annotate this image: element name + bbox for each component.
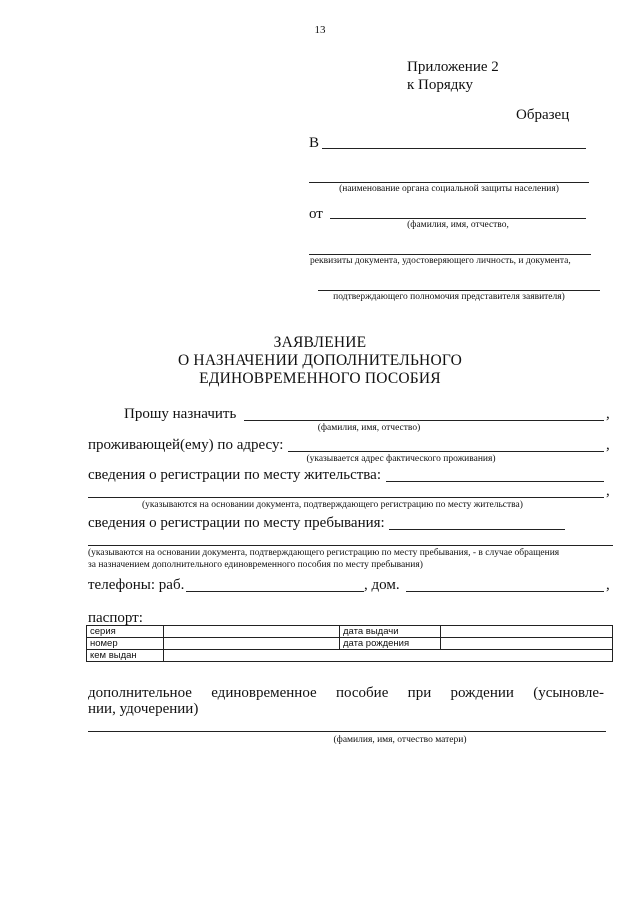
- registration-stay-field[interactable]: [389, 529, 565, 530]
- registration-stay-field-2[interactable]: [88, 545, 613, 546]
- phones-comma: ,: [606, 577, 610, 593]
- passport-label: паспорт:: [88, 610, 143, 626]
- passport-number-label: номер: [87, 638, 164, 650]
- from-prefix: от: [309, 206, 323, 222]
- passport-number-value[interactable]: [164, 638, 340, 650]
- request-comma: ,: [606, 406, 610, 422]
- mother-hint: (фамилия, имя, отчество матери): [333, 735, 467, 745]
- authority-hint: подтверждающего полномочия представителя заявителя): [333, 292, 565, 302]
- registration-residence-comma: ,: [606, 483, 610, 499]
- page-number: 13: [314, 24, 326, 36]
- passport-row-number: [87, 638, 613, 650]
- docs-hint: реквизиты документа, удостоверяющего личность, и документа,: [310, 256, 571, 266]
- to-line-2[interactable]: [309, 182, 589, 183]
- phones-label: телефоны: раб.: [88, 577, 185, 593]
- registration-residence-field[interactable]: [386, 481, 604, 482]
- docs-line[interactable]: [309, 254, 591, 255]
- passport-series-label: серия: [87, 626, 164, 638]
- phone-work-field[interactable]: [186, 591, 364, 592]
- registration-residence-hint: (указываются на основании документа, подтверждающего регистрацию по месту жительства): [142, 500, 523, 510]
- address-prefix: проживающей(ему) по адресу:: [88, 437, 284, 453]
- address-comma: ,: [606, 437, 610, 453]
- passport-row-issued-by: [87, 650, 613, 662]
- request-hint: (фамилия, имя, отчество): [317, 423, 421, 433]
- to-prefix: В: [309, 135, 320, 151]
- title-line3: ЕДИНОВРЕМЕННОГО ПОСОБИЯ: [199, 370, 441, 387]
- title-line1: ЗАЯВЛЕНИЕ: [273, 334, 367, 351]
- to-hint: (наименование органа социальной защиты населения): [339, 184, 559, 194]
- registration-residence-field-2[interactable]: [88, 497, 604, 498]
- passport-birth-date-label: дата рождения: [340, 638, 441, 650]
- passport-birth-date-value[interactable]: [441, 638, 613, 650]
- phones-home-label: , дом.: [364, 577, 400, 593]
- request-name-field[interactable]: [244, 420, 604, 421]
- from-line[interactable]: [330, 218, 586, 219]
- appendix-line1: Приложение 2: [407, 59, 499, 75]
- mother-name-field[interactable]: [88, 731, 606, 732]
- benefit-line1: дополнительное единовременное пособие при рождении (усыновле-: [88, 685, 604, 701]
- passport-issue-date-value[interactable]: [441, 626, 613, 638]
- appendix-line2: к Порядку: [407, 77, 473, 93]
- passport-table: [86, 625, 613, 662]
- from-hint: (фамилия, имя, отчество,: [407, 220, 509, 230]
- passport-series-value[interactable]: [164, 626, 340, 638]
- request-prefix: Прошу назначить: [124, 406, 237, 422]
- title-line2: О НАЗНАЧЕНИИ ДОПОЛНИТЕЛЬНОГО: [177, 352, 463, 369]
- authority-line[interactable]: [318, 290, 600, 291]
- passport-issue-date-label: дата выдачи: [340, 626, 441, 638]
- sample-label: Образец: [516, 107, 570, 123]
- benefit-line2: нии, удочерении): [88, 701, 199, 717]
- passport-issued-by-label: кем выдан: [87, 650, 164, 662]
- address-field[interactable]: [288, 451, 604, 452]
- registration-stay-label: сведения о регистрации по месту пребывания:: [88, 515, 385, 531]
- passport-row-series: [87, 626, 613, 638]
- to-line[interactable]: [322, 148, 586, 149]
- phone-home-field[interactable]: [406, 591, 604, 592]
- passport-issued-by-value[interactable]: [164, 650, 613, 662]
- registration-residence-label: сведения о регистрации по месту жительства:: [88, 467, 381, 483]
- registration-stay-hint-1: (указываются на основании документа, подтверждающего регистрацию по месту пребывания, - в случае обращения: [88, 548, 560, 558]
- address-hint: (указывается адрес фактического проживания): [306, 454, 496, 464]
- registration-stay-hint-2: за назначением дополнительного единовременного пособия по месту пребывания): [88, 560, 423, 570]
